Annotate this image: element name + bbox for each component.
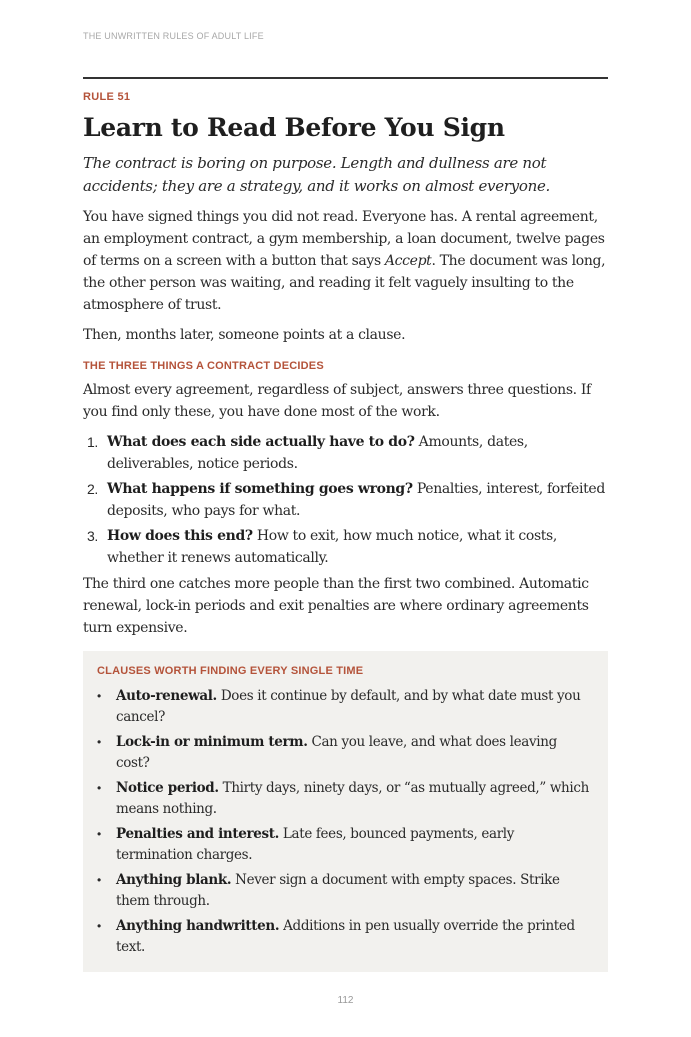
- bullet-icon: •: [97, 919, 101, 933]
- callout-title: CLAUSES WORTH FINDING EVERY SINGLE TIME: [97, 665, 364, 677]
- list-item: [97, 870, 594, 912]
- intro-text-before: You have signed things you did not read. Everyone has. A rental agreement, an employment contract, a gym membership, a loan document, twelve pages of terms on a screen with a button that says: [83, 209, 605, 269]
- list-item: [97, 778, 594, 820]
- list-item-text: Can you leave, and what does leaving cost?: [116, 734, 557, 771]
- list-item-lead: Anything blank.: [116, 872, 232, 888]
- list-item-text: Amounts, dates, deliverables, notice periods.: [107, 434, 528, 472]
- bullet-icon: •: [97, 873, 101, 887]
- list-item: [97, 686, 594, 728]
- intro-paragraph: [83, 206, 608, 316]
- list-item-text: Additions in pen usually override the printed text.: [116, 918, 575, 955]
- list-item: [83, 478, 608, 522]
- list-item: [97, 824, 594, 866]
- list-item-lead: Notice period.: [116, 780, 219, 796]
- intro-text-after: . The document was long, the other person was waiting, and reading it felt vaguely insulting to the atmosphere of trust.: [83, 253, 606, 313]
- questions-intro: Almost every agreement, regardless of subject, answers three questions. If you find only these, you have done most of the work.: [83, 382, 591, 420]
- header-rule: [83, 77, 608, 79]
- bullet-icon: •: [97, 827, 101, 841]
- list-item-lead: Lock-in or minimum term.: [116, 734, 308, 750]
- list-number: 2.: [87, 481, 98, 497]
- rule-kicker: RULE 51: [83, 91, 131, 103]
- list-item: [83, 431, 608, 475]
- questions-list: [83, 431, 608, 569]
- lede: The contract is boring on purpose. Length and dullness are not accidents; they are a strategy, and it works on almost everyone.: [83, 154, 550, 195]
- page-number: 112: [337, 995, 354, 1006]
- list-item-lead: How does this end?: [107, 528, 253, 544]
- clause-paragraph: Then, months later, someone points at a clause.: [83, 327, 406, 343]
- list-item-lead: What happens if something goes wrong?: [107, 481, 413, 497]
- list-item-lead: Penalties and interest.: [116, 826, 279, 842]
- list-number: 1.: [87, 434, 98, 450]
- list-item-text: Does it continue by default, and by what date must you cancel?: [116, 688, 581, 725]
- list-item-text: Penalties, interest, forfeited deposits, who pays for what.: [107, 481, 605, 519]
- bullet-icon: •: [97, 735, 101, 749]
- list-item-lead: Auto-renewal.: [116, 688, 217, 704]
- list-item-text: Late fees, bounced payments, early termination charges.: [116, 826, 515, 863]
- list-item: [83, 525, 608, 569]
- list-item-lead: Anything handwritten.: [116, 918, 280, 934]
- running-head: THE UNWRITTEN RULES OF ADULT LIFE: [83, 31, 264, 41]
- list-number: 3.: [87, 528, 98, 544]
- accept-emphasis: Accept: [384, 253, 432, 269]
- list-item: [97, 916, 594, 958]
- list-item-lead: What does each side actually have to do?: [107, 434, 415, 450]
- bullet-icon: •: [97, 689, 101, 703]
- list-item-text: How to exit, how much notice, what it costs, whether it renews automatically.: [107, 528, 557, 566]
- list-item-text: Never sign a document with empty spaces. Strike them through.: [116, 872, 560, 909]
- clauses-callout-box: [83, 651, 608, 972]
- list-item: [97, 732, 594, 774]
- renewal-paragraph: The third one catches more people than the first two combined. Automatic renewal, lock-in periods and exit penalties are where ordinary agreements turn expensive.: [83, 576, 589, 636]
- chapter-title: Learn to Read Before You Sign: [83, 113, 505, 142]
- clauses-list: [97, 686, 594, 958]
- section-heading: THE THREE THINGS A CONTRACT DECIDES: [83, 360, 324, 372]
- chapter-content: [83, 90, 608, 972]
- list-item-text: Thirty days, ninety days, or “as mutually agreed,” which means nothing.: [116, 780, 589, 817]
- bullet-icon: •: [97, 781, 101, 795]
